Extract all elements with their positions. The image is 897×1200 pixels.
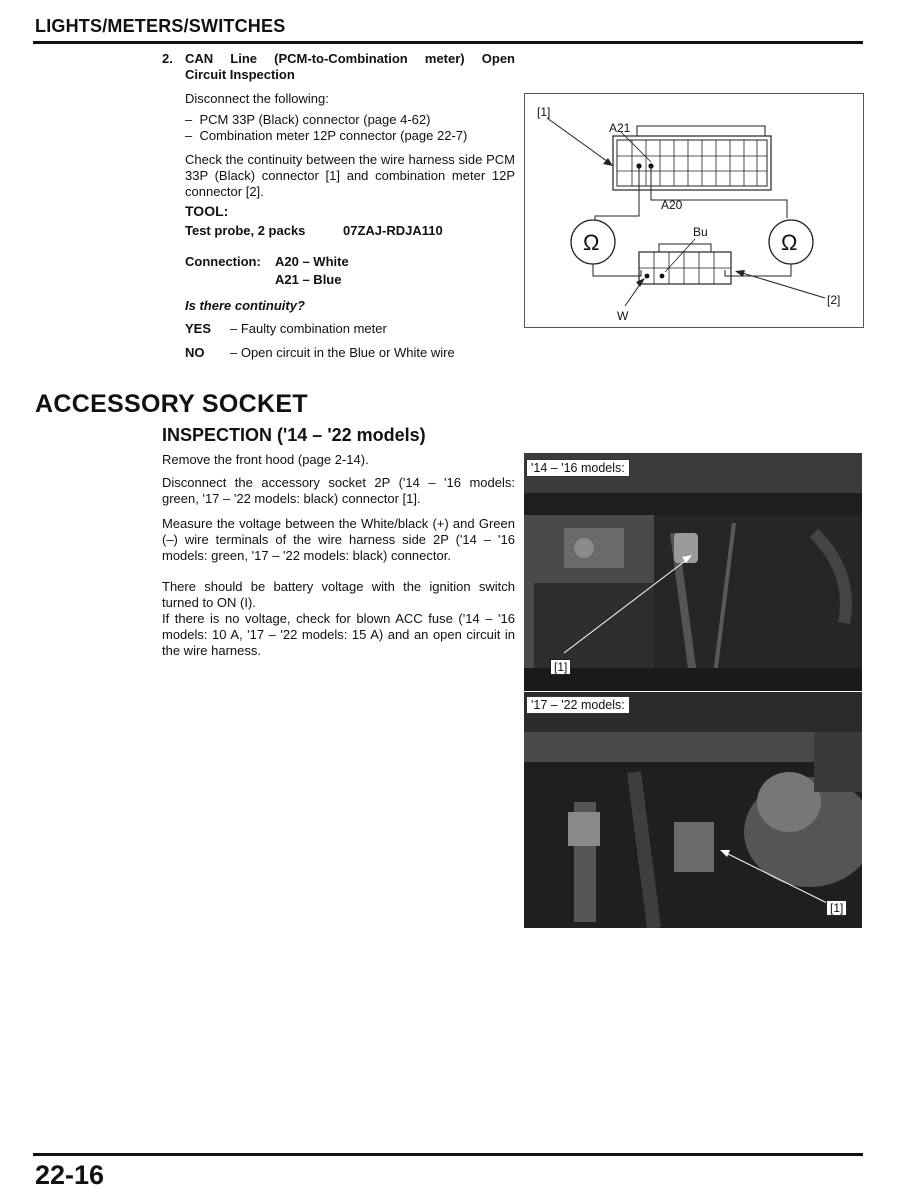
diagram-label-a21: A21: [609, 121, 631, 135]
disconnect-item-2-text: Combination meter 12P connector (page 22-7): [199, 128, 468, 143]
accessory-p2: Disconnect the accessory socket 2P ('14 – '16 models: green, '17 – '22 models: black) connector [1].: [162, 475, 515, 506]
connection-2: A21 – Blue: [275, 272, 342, 287]
photo2-callout: [1]: [826, 900, 847, 916]
diagram-label-w: W: [617, 309, 629, 323]
photo-2-illustration: [524, 692, 862, 928]
accessory-p5: If there is no voltage, check for blown ACC fuse ('14 – '16 models: 10 A, '17 – '22 models: 15 A) and an open circuit in the wire harness.: [162, 611, 515, 658]
header-rule: [33, 41, 863, 44]
leader-arrow-w: [636, 278, 645, 287]
diagram-label-1: [1]: [537, 105, 551, 119]
page-number: 22-16: [35, 1160, 105, 1190]
leader-line-1: [547, 118, 611, 164]
tool-name: Test probe, 2 packs: [185, 223, 306, 238]
disconnect-item-1-text: PCM 33P (Black) connector (page 4-62): [199, 112, 431, 127]
meter-pin-w-dot: [645, 274, 650, 279]
connection-label: Connection:: [185, 254, 261, 269]
footer-rule: [33, 1153, 863, 1156]
disconnect-intro: Disconnect the following:: [185, 91, 329, 106]
pcm-connector-latch: [637, 126, 765, 136]
photo1-caption: '14 – '16 models:: [526, 459, 630, 477]
photo1-callout: [1]: [550, 659, 571, 675]
pcm-connector: [613, 136, 771, 190]
section-title-accessory-socket: ACCESSORY SOCKET: [35, 390, 308, 418]
lead-left: [593, 264, 641, 276]
connection-1: A20 – White: [275, 254, 349, 269]
diagram-drawing: [525, 94, 863, 327]
check-text: Check the continuity between the wire harness side PCM 33P (Black) connector [1] and combination meter 12P connector [2].: [185, 152, 515, 199]
ohm-symbol-left: Ω: [583, 230, 600, 255]
meter-pin-bu-dot: [660, 274, 665, 279]
yes-label: YES: [185, 321, 212, 336]
diagram-label-bu: Bu: [693, 225, 708, 239]
no-label: NO: [185, 345, 205, 360]
ohm-symbol-right: Ω: [781, 230, 798, 255]
continuity-question: Is there continuity?: [185, 298, 305, 313]
photo-1-illustration: [524, 453, 862, 691]
no-text: – Open circuit in the Blue or White wire: [230, 345, 455, 360]
accessory-p1: Remove the front hood (page 2-14).: [162, 452, 369, 467]
accessory-p4: There should be battery voltage with the ignition switch turned to ON (I).: [162, 579, 515, 610]
disconnect-item-1: – PCM 33P (Black) connector (page 4-62): [185, 112, 431, 127]
step-title-line2: Circuit Inspection: [185, 67, 295, 82]
photo-17-22-models: [524, 692, 862, 928]
step-number: 2.: [162, 51, 173, 66]
step-title-line1: CAN Line (PCM-to-Combination meter) Open: [185, 51, 515, 66]
diagram-label-2: [2]: [827, 293, 841, 307]
diagram-label-a20: A20: [661, 198, 683, 212]
disconnect-item-2: – Combination meter 12P connector (page 22-7): [185, 128, 468, 143]
meter-connector-pins: [639, 252, 731, 284]
tool-part-number: 07ZAJ-RDJA110: [343, 223, 443, 238]
lead-right: [725, 264, 791, 276]
subsection-title-inspection: INSPECTION ('14 – '22 models): [162, 425, 426, 445]
section-header: LIGHTS/METERS/SWITCHES: [35, 16, 286, 36]
tool-label: TOOL:: [185, 203, 229, 219]
yes-text: – Faulty combination meter: [230, 321, 387, 336]
continuity-diagram: [524, 93, 864, 328]
photo2-caption: '17 – '22 models:: [526, 696, 630, 714]
photo-14-16-models: [524, 453, 862, 691]
meter-connector-latch: [659, 244, 711, 252]
accessory-p3: Measure the voltage between the White/black (+) and Green (–) wire terminals of the wire harness side 2P ('14 – '16 models: green, '17 – '22 models: black) connector.: [162, 516, 515, 563]
